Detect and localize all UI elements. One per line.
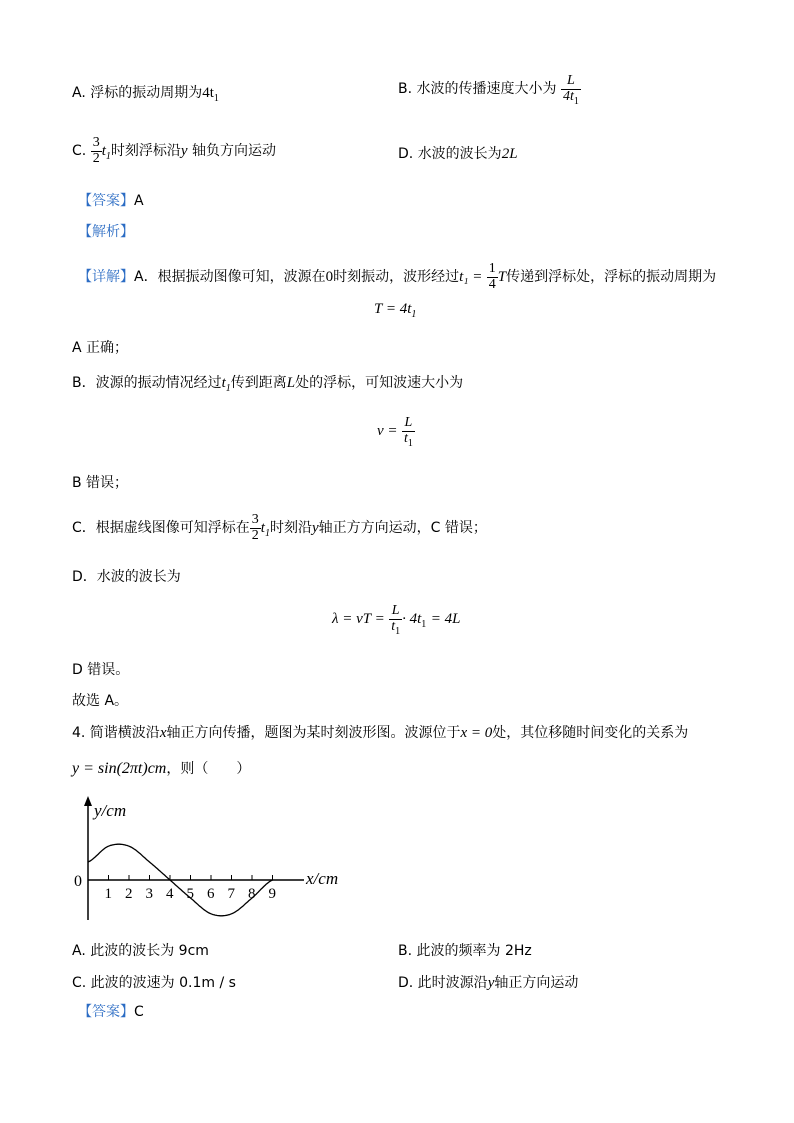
option-text: 水波的传播速度大小为 [416, 81, 557, 98]
x-tick-label: 5 [186, 886, 194, 902]
option-fraction: $\frac{3}{2}$ [92, 135, 100, 166]
a-correct-text: A 正确； [72, 340, 129, 356]
option-label: A. [72, 85, 86, 101]
d-explanation: D．水波的波长为 [72, 569, 181, 585]
origin-label: 0 [74, 873, 82, 890]
b-explanation: B．波源的振动情况经过$t_1$传到距离L处的浮标，可知波速大小为 [72, 375, 464, 394]
option-fraction: $\frac{L}{4t_1}$ [562, 73, 579, 107]
option-label: C. [72, 143, 87, 160]
x-tick-label: 6 [207, 886, 215, 902]
option-math: $4t_1$ [202, 85, 219, 104]
q4-stem: 4. 简谐横波沿x轴正方向传播，题图为某时刻波形图。波源位于x = 0处，其位移随时间变化的关系为 [72, 725, 689, 741]
q4-formula-line: y = sin(2πt)cm，则（ ） [72, 760, 251, 777]
q3-analysis-tag: 【解析】 [78, 224, 134, 240]
q3-option-b [398, 73, 581, 107]
q4-option-b: B. 此波的频率为 2Hz [398, 943, 532, 959]
equation-wavelength: λ = vT = $\frac{L}{t_1}$ · $4t_1 = 4L$ [332, 603, 461, 637]
q4-answer: 【答案】C [78, 1004, 144, 1020]
x-tick-label: 9 [268, 886, 276, 902]
x-tick-label: 3 [145, 886, 153, 902]
choose-text: 故选 A。 [72, 693, 129, 709]
q4-option-c: C. 此波的波速为 0.1m / s [72, 975, 236, 991]
q3-option-d: D. 水波的波长为2L [398, 146, 518, 162]
b-wrong-text: B 错误； [72, 475, 129, 491]
c-explanation: C．根据虚线图像可知浮标在 $\frac{3}{2}$ $t_1$时刻沿y轴正方方向运动，C 错误； [72, 512, 487, 543]
x-axis-label: x/cm [306, 869, 339, 888]
wave-chart [60, 792, 360, 932]
x-tick-label: 8 [248, 886, 256, 902]
d-wrong-text: D 错误。 [72, 662, 130, 678]
x-tick-label: 7 [227, 886, 235, 902]
q4-option-a: A. 此波的波长为 9cm [72, 943, 209, 959]
equation-period: $T = 4t_1$ [374, 301, 417, 320]
q4-option-d: D. 此时波源沿y轴正方向运动 [398, 975, 579, 991]
q3-option-a [72, 85, 219, 104]
option-text: 浮标的振动周期为 [90, 85, 203, 101]
y-axis-arrow [84, 796, 92, 806]
option-label: B. [398, 81, 413, 98]
x-tick-label: 4 [166, 886, 174, 902]
x-tick-label: 2 [125, 886, 133, 902]
q3-detail-line1: 【详解】A．根据振动图像可知，波源在0时刻振动，波形经过t₁ = $\frac{1}{4}$ T传递到浮标处，浮标的振动周期为 [78, 261, 717, 292]
y-axis-label: y/cm [94, 801, 127, 820]
q3-answer: 【答案】A [78, 193, 144, 209]
q3-option-c: C. $\frac{3}{2}$ $t_1$时刻浮标沿y 轴负方向运动 [72, 135, 276, 166]
equation-speed: v = $\frac{L}{t_1}$ [377, 415, 413, 449]
x-tick-label: 1 [104, 886, 112, 902]
